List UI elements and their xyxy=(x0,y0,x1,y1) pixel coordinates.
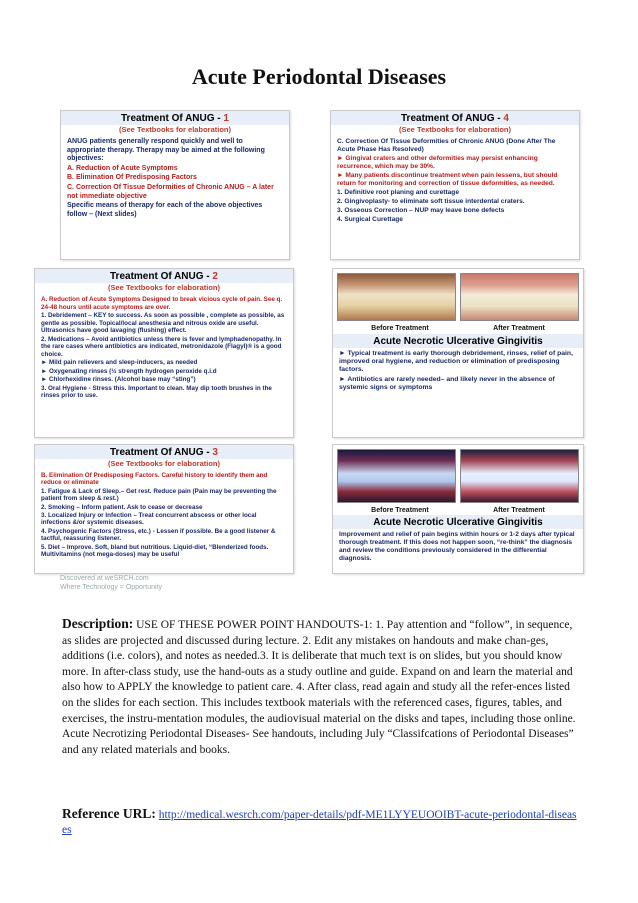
watermark-line: Discovered at weSRCH.com xyxy=(60,575,149,582)
after-caption: After Treatment xyxy=(493,507,545,514)
slide-line: 1. Debridement – KEY to success. As soon as possible , complete as possible, as gentle as possible. Topical/local anesthesia and nitrous oxide are useful. Ultrasonics have good lavaging (flushing) effect. xyxy=(41,312,285,334)
slide-line: 1. Definitive root planing and curettage xyxy=(337,189,460,196)
slide-title: Acute Necrotic Ulcerative Gingivitis xyxy=(333,515,583,529)
before-caption: Before Treatment xyxy=(371,507,429,514)
slide-line: 5. Diet – Improve. Soft, bland but nutritious. Liquid-diet, “Blenderized foods. Multivitamins (not mega-doses) may be useful xyxy=(41,543,269,559)
slide-line: A. Reduction of Acute Symptoms xyxy=(67,164,178,172)
slide-line: ► Chlorhexidine rinses. (Alcohol base may “sting”) xyxy=(41,376,196,383)
reference-label: Reference URL: xyxy=(62,806,156,821)
slide-line: 2. Gingivoplasty- to eliminate soft tissue interdental craters. xyxy=(337,198,525,205)
slide-subtitle: (See Textbooks for elaboration) xyxy=(108,283,220,292)
slide-header xyxy=(331,111,579,125)
slide-line: ANUG patients generally respond quickly and well to appropriate therapy. Therapy may be aimed at the following objectives: xyxy=(67,138,265,163)
slide-line: ► Oxygenating rinses (½ strength hydrogen peroxide q.i.d xyxy=(41,367,217,375)
slide-line: C. Correction Of Tissue Deformities of Chronic ANUG (Done After The Acute Phase Has Resolved) xyxy=(337,138,556,153)
slide-anug-photos-2 xyxy=(332,444,584,574)
slide-title: Acute Necrotic Ulcerative Gingivitis xyxy=(333,334,583,348)
after-caption: After Treatment xyxy=(493,325,545,332)
slide-line: B. Elimination Of Predisposing Factors. Careful history to identify them and reduce or eliminate xyxy=(41,472,268,487)
description xyxy=(62,616,580,758)
slide-header xyxy=(35,445,293,459)
slide-line: 2. Smoking – Inform patient. Ask to cease or decrease xyxy=(41,503,203,511)
reference xyxy=(62,806,580,838)
slide-title: Treatment Of ANUG - xyxy=(401,113,504,124)
slide-line: A. Reduction of Acute Symptoms Designed to break vicious cycle of pain. See q. 24-48 hours until acute symptoms are over. xyxy=(41,296,283,311)
slide-header xyxy=(35,269,293,283)
slide-treatment-4 xyxy=(330,110,580,260)
slide-number: 1 xyxy=(223,113,229,124)
slide-line: ► Antibiotics are rarely needed– and likely never in the absence of systemic signs or symptoms xyxy=(339,375,555,391)
slide-line: 3. Localized Injury or Infection – Treat concurrent abscess or other local infections &/or systemic diseases. xyxy=(41,512,257,527)
slide-number: 4 xyxy=(503,113,509,124)
page-title: Acute Periodontal Diseases xyxy=(191,64,447,89)
slide-subtitle: (See Textbooks for elaboration) xyxy=(399,125,511,134)
slide-line: ► Mild pain relievers and sleep-inducers, as needed xyxy=(41,359,198,366)
watermark xyxy=(60,574,162,592)
slide-line: ► Many patients discontinue treatment when pain lessens, but should return for monitoring and correction of tissue deformities, as needed. xyxy=(337,172,558,187)
slide-line: C. Correction Of Tissue Deformities of Chronic ANUG – A later not immediate objective xyxy=(67,183,274,200)
slide-title: Treatment Of ANUG - xyxy=(110,447,213,458)
slide-header xyxy=(61,111,289,125)
slide-line: 3. Oral Hygiene - Stress this. Important to clean. May dip tooth brushes in the rinses prior to use. xyxy=(41,384,272,399)
slide-line: ► Gingival craters and other deformities may persist enhancing recurrence, which may be 30%. xyxy=(337,155,538,170)
slide-line: 2. Medications – Avoid antibiotics unless there is fever and lymphadenopathy. In the rare cases where antibiotics are indicated, metronidazole (Flagyl)® is a good choice. xyxy=(41,335,282,358)
slide-subtitle: (See Textbooks for elaboration) xyxy=(119,125,231,134)
watermark-line: Where Technology = Opportunity xyxy=(60,584,163,591)
after-teeth-photo xyxy=(460,449,579,503)
slide-title: Treatment Of ANUG - xyxy=(110,271,213,282)
slide-line: Improvement and relief of pain begins within hours or 1-2 days after typical thorough treatment. If this does not happen soon, “re-think” the diagnosis and review the conditions previously considered in the differential diagnosis. xyxy=(339,531,575,562)
description-label: Description: xyxy=(62,616,134,631)
description-text: USE OF THESE POWER POINT HANDOUTS-1: 1. Pay attention and “follow”, in sequence, as slides are projected and discussed during lecture. 2. Edit any mistakes on handouts and make chan-ges, additions (i.e. colors), and notes as needed.3. It is deliberate that much text is on slides, but you should know more. In after-class study, use the hand-outs as a study outline and guide. Expand on and learn the material and also how to APPLY the knowledge to patient care. 4. After class, read again and study all the refer-ences listed on the slides for each section. This includes textbook materials with the referenced cases, figures, tables, and exercises, the instru-mentation modules, the audiovisual material on the disks and tapes, including those online. Acute Necrotizing Periodontal Diseases- See handouts, including July “Classifcations of Periodontal Diseases” and any related materials and books. xyxy=(62,619,576,756)
before-teeth-photo xyxy=(337,449,456,503)
slide-line: 4. Psychogenic Factors (Stress, etc.) - Lessen if possible. Be a good listener & tactful, reassuring listener. xyxy=(41,527,276,543)
slide-line: 3. Osseous Correction – NUP may leave bone defects xyxy=(337,207,505,214)
slide-title: Treatment Of ANUG - xyxy=(121,113,224,124)
slide-line: Specific means of therapy for each of the above objectives follow – (Next slides) xyxy=(67,202,263,218)
after-teeth-photo xyxy=(460,273,579,321)
before-caption: Before Treatment xyxy=(371,325,429,332)
slide-line: ► Typical treatment is early thorough debridement, rinses, relief of pain, improved oral hygiene, and reduction or elimination of predisposing factors. xyxy=(339,350,573,374)
slide-treatment-2 xyxy=(34,268,294,438)
slide-number: 3 xyxy=(212,447,218,458)
slide-line: 4. Surgical Curettage xyxy=(337,216,403,223)
slide-anug-photos-1 xyxy=(332,268,584,438)
before-teeth-photo xyxy=(337,273,456,321)
slide-treatment-3 xyxy=(34,444,294,574)
slide-treatment-1 xyxy=(60,110,290,260)
slide-number: 2 xyxy=(212,271,218,282)
slide-subtitle: (See Textbooks for elaboration) xyxy=(108,459,220,468)
slide-line: B. Elimination Of Predisposing Factors xyxy=(67,174,197,182)
slide-line: 1. Fatigue & Lack of Sleep.– Get rest. Reduce pain (Pain may be preventing the patient from sleep & rest.) xyxy=(41,487,277,503)
reference-link[interactable]: http://medical.wesrch.com/paper-details/pdf-ME1LYYEUOOIBT-acute-periodontal-diseases xyxy=(62,809,577,836)
